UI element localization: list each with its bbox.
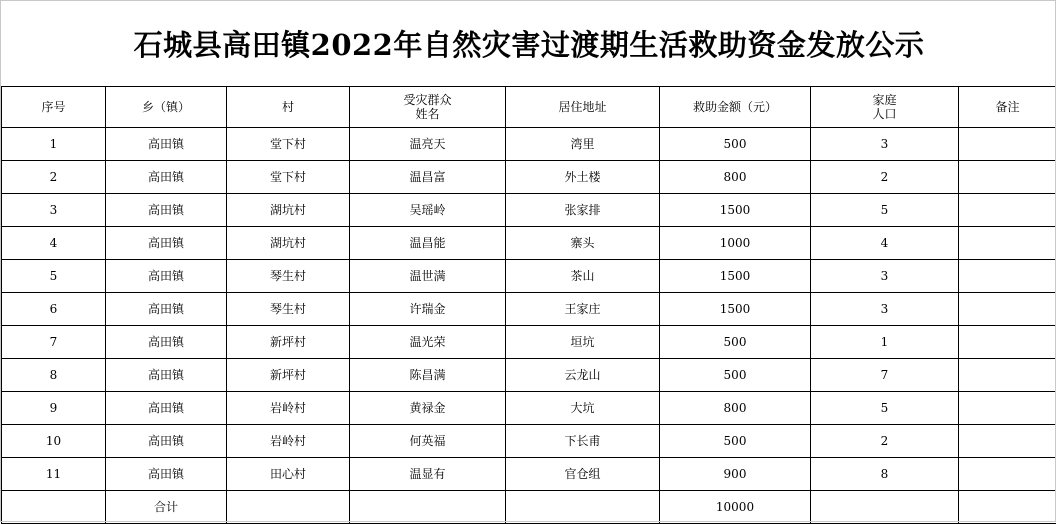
cell-name[interactable]: 陈昌满 (350, 359, 506, 392)
cell-village[interactable]: 田心村 (227, 458, 350, 491)
cell-address-empty[interactable] (506, 491, 660, 524)
cell-household[interactable]: 2 (811, 161, 959, 194)
header-household[interactable] (811, 87, 959, 128)
header-name-line1: 受灾群众 (350, 93, 505, 107)
cell-address[interactable]: 大坑 (506, 392, 660, 425)
cell-village-empty[interactable] (227, 491, 350, 524)
table-row (2, 359, 1056, 392)
table-row (2, 458, 1056, 491)
header-row (2, 87, 1056, 128)
cell-name[interactable]: 何英福 (350, 425, 506, 458)
cell-note[interactable] (959, 161, 1056, 194)
cell-amount[interactable]: 500 (660, 425, 811, 458)
cell-seq[interactable]: 2 (2, 161, 106, 194)
cell-amount[interactable]: 800 (660, 161, 811, 194)
cell-seq[interactable]: 5 (2, 260, 106, 293)
cell-town[interactable]: 高田镇 (106, 425, 227, 458)
cell-household[interactable]: 5 (811, 392, 959, 425)
cell-note[interactable] (959, 425, 1056, 458)
table-row (2, 128, 1056, 161)
header-village[interactable]: 村 (227, 87, 350, 128)
cell-household[interactable]: 3 (811, 260, 959, 293)
cell-name[interactable]: 吴瑶岭 (350, 194, 506, 227)
cell-address[interactable]: 王家庄 (506, 293, 660, 326)
header-note[interactable]: 备注 (959, 87, 1056, 128)
header-town[interactable]: 乡（镇） (106, 87, 227, 128)
table-row (2, 326, 1056, 359)
cell-seq[interactable]: 7 (2, 326, 106, 359)
cell-village[interactable]: 新坪村 (227, 326, 350, 359)
cell-town[interactable]: 高田镇 (106, 227, 227, 260)
table-row (2, 260, 1056, 293)
cell-town[interactable]: 高田镇 (106, 128, 227, 161)
header-name-line2: 姓名 (350, 107, 505, 121)
cell-name-empty[interactable] (350, 491, 506, 524)
cell-household[interactable]: 7 (811, 359, 959, 392)
cell-village[interactable]: 湖坑村 (227, 194, 350, 227)
cell-town[interactable]: 高田镇 (106, 458, 227, 491)
cell-household[interactable]: 1 (811, 326, 959, 359)
cell-seq-empty[interactable] (2, 491, 106, 524)
cell-household[interactable]: 2 (811, 425, 959, 458)
cell-amount[interactable]: 500 (660, 359, 811, 392)
cell-address[interactable]: 湾里 (506, 128, 660, 161)
header-household-line1: 家庭 (811, 93, 958, 107)
table-row (2, 227, 1056, 260)
cell-town[interactable]: 高田镇 (106, 326, 227, 359)
cell-address[interactable]: 下长甫 (506, 425, 660, 458)
header-seq[interactable]: 序号 (2, 87, 106, 128)
total-label[interactable]: 合计 (106, 491, 227, 524)
cell-amount[interactable]: 500 (660, 128, 811, 161)
cell-village[interactable]: 琴生村 (227, 293, 350, 326)
cell-note[interactable] (959, 458, 1056, 491)
cell-name[interactable]: 许瑞金 (350, 293, 506, 326)
cell-name[interactable]: 温世满 (350, 260, 506, 293)
total-amount[interactable]: 10000 (660, 491, 811, 524)
cell-note[interactable] (959, 326, 1056, 359)
table-row (2, 194, 1056, 227)
cell-address[interactable]: 张家排 (506, 194, 660, 227)
header-address[interactable]: 居住地址 (506, 87, 660, 128)
cell-note[interactable] (959, 128, 1056, 161)
cell-name[interactable]: 温昌能 (350, 227, 506, 260)
cell-seq[interactable]: 3 (2, 194, 106, 227)
table-row (2, 293, 1056, 326)
cell-household-empty[interactable] (811, 491, 959, 524)
cell-household[interactable]: 3 (811, 128, 959, 161)
cell-amount[interactable]: 1500 (660, 293, 811, 326)
cell-seq[interactable]: 1 (2, 128, 106, 161)
cell-note[interactable] (959, 359, 1056, 392)
cell-amount[interactable]: 800 (660, 392, 811, 425)
cell-village[interactable]: 湖坑村 (227, 227, 350, 260)
cell-address[interactable]: 云龙山 (506, 359, 660, 392)
table-row (2, 425, 1056, 458)
cell-address[interactable]: 外土楼 (506, 161, 660, 194)
cell-household[interactable]: 5 (811, 194, 959, 227)
cell-name[interactable]: 黄禄金 (350, 392, 506, 425)
cell-address[interactable]: 茶山 (506, 260, 660, 293)
cell-address[interactable]: 官仓组 (506, 458, 660, 491)
cell-town[interactable]: 高田镇 (106, 359, 227, 392)
cell-amount[interactable]: 1500 (660, 194, 811, 227)
cell-village[interactable]: 堂下村 (227, 128, 350, 161)
cell-note[interactable] (959, 293, 1056, 326)
table-row (2, 161, 1056, 194)
cell-name[interactable]: 温亮天 (350, 128, 506, 161)
cell-village[interactable]: 岩岭村 (227, 425, 350, 458)
cell-village[interactable]: 新坪村 (227, 359, 350, 392)
cell-town[interactable]: 高田镇 (106, 194, 227, 227)
cell-note[interactable] (959, 260, 1056, 293)
cell-household[interactable]: 4 (811, 227, 959, 260)
total-row (2, 491, 1056, 524)
cell-town[interactable]: 高田镇 (106, 293, 227, 326)
cell-seq[interactable]: 8 (2, 359, 106, 392)
cell-name[interactable]: 温显有 (350, 458, 506, 491)
cell-amount[interactable]: 1500 (660, 260, 811, 293)
cell-household[interactable]: 8 (811, 458, 959, 491)
relief-fund-table (1, 86, 1056, 524)
cell-seq[interactable]: 4 (2, 227, 106, 260)
page-title: 石城县高田镇2022年自然灾害过渡期生活救助资金发放公示 (1, 1, 1056, 86)
cell-seq[interactable]: 11 (2, 458, 106, 491)
cell-note-empty[interactable] (959, 491, 1056, 524)
cell-seq[interactable]: 10 (2, 425, 106, 458)
cell-amount[interactable]: 1000 (660, 227, 811, 260)
cell-town[interactable]: 高田镇 (106, 260, 227, 293)
cell-village[interactable]: 堂下村 (227, 161, 350, 194)
cell-village[interactable]: 岩岭村 (227, 392, 350, 425)
cell-address[interactable]: 垣坑 (506, 326, 660, 359)
cell-village[interactable]: 琴生村 (227, 260, 350, 293)
cell-note[interactable] (959, 227, 1056, 260)
header-household-line2: 人口 (811, 107, 958, 121)
cell-amount[interactable]: 900 (660, 458, 811, 491)
cell-household[interactable]: 3 (811, 293, 959, 326)
cell-note[interactable] (959, 194, 1056, 227)
header-amount[interactable]: 救助金额（元） (660, 87, 811, 128)
cell-seq[interactable]: 6 (2, 293, 106, 326)
cell-note[interactable] (959, 392, 1056, 425)
cell-town[interactable]: 高田镇 (106, 161, 227, 194)
cell-name[interactable]: 温光荣 (350, 326, 506, 359)
cell-amount[interactable]: 500 (660, 326, 811, 359)
cell-town[interactable]: 高田镇 (106, 392, 227, 425)
table-row (2, 392, 1056, 425)
cell-seq[interactable]: 9 (2, 392, 106, 425)
header-name[interactable] (350, 87, 506, 128)
cell-address[interactable]: 寨头 (506, 227, 660, 260)
cell-name[interactable]: 温昌富 (350, 161, 506, 194)
